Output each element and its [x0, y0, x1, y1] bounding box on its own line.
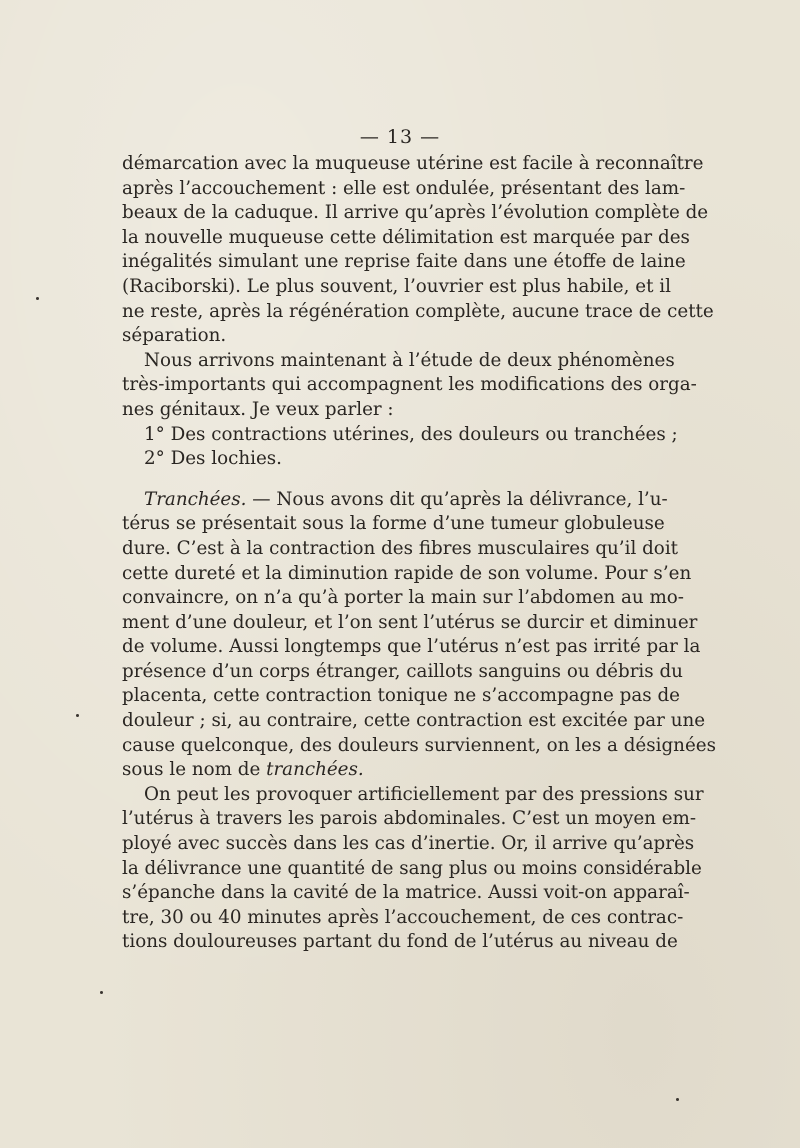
- list-item: 2° Des lochies.: [144, 448, 282, 470]
- page-number: — 13 —: [359, 126, 441, 148]
- paper-speck: [36, 297, 39, 300]
- text-line: ployé avec succès dans les cas d’inertie. Or, il arrive qu’après: [122, 833, 695, 855]
- text-line: séparation.: [122, 325, 227, 347]
- text-line: Nous arrivons maintenant à l’étude de deux phénomènes: [144, 349, 675, 371]
- text-line: ment d’une douleur, et l’on sent l’utérus se durcir et diminuer: [122, 611, 698, 633]
- text-line: placenta, cette contraction tonique ne s’accompagne pas de: [122, 685, 680, 707]
- list-item: 1° Des contractions utérines, des douleurs ou tranchées ;: [144, 423, 678, 445]
- text-line: la délivrance une quantité de sang plus ou moins considérable: [122, 857, 702, 879]
- text-line: cause quelconque, des douleurs surviennent, on les a désignées: [122, 734, 716, 756]
- text-line: après l’accouchement : elle est ondulée, présentant des lam-: [122, 177, 686, 199]
- text-line: ne reste, après la régénération complète, aucune trace de cette: [122, 300, 714, 322]
- paper-speck: [100, 991, 103, 994]
- section-heading: Tranchées.: [144, 488, 247, 510]
- text-line: On peut les provoquer artificiellement par des pressions sur: [144, 783, 704, 805]
- paragraph-gap: [122, 472, 622, 488]
- paper-speck: [676, 1098, 679, 1101]
- text-line: térus se présentait sous la forme d’une tumeur globuleuse: [122, 513, 665, 535]
- text-line: convaincre, on n’a qu’à porter la main sur l’abdomen au mo-: [122, 587, 684, 609]
- text-line: de volume. Aussi longtemps que l’utérus n’est pas irrité par la: [122, 636, 701, 658]
- text-line: tions douloureuses partant du fond de l’utérus au niveau de: [122, 931, 678, 953]
- text-line: dure. C’est à la contraction des fibres musculaires qu’il doit: [122, 537, 679, 559]
- text-line: (Raciborski). Le plus souvent, l’ouvrier est plus habile, et il: [122, 275, 671, 297]
- text-run: — Nous avons dit qu’après la délivrance, l’u-: [246, 488, 668, 510]
- text-line: s’épanche dans la cavité de la matrice. Aussi voit-on apparaî-: [122, 882, 690, 904]
- text-line: nes génitaux. Je veux parler :: [122, 398, 394, 420]
- italic-term: tranchées.: [266, 759, 364, 781]
- text-line: tre, 30 ou 40 minutes après l’accouchement, de ces contrac-: [122, 906, 684, 928]
- text-line: [122, 488, 668, 513]
- paper-speck: [76, 714, 79, 717]
- text-line: cette dureté et la diminution rapide de son volume. Pour s’en: [122, 562, 692, 584]
- text-line: douleur ; si, au contraire, cette contraction est excitée par une: [122, 710, 706, 732]
- text-line: [122, 758, 622, 783]
- text-line: beaux de la caduque. Il arrive qu’après l’évolution complète de: [122, 202, 709, 224]
- text-line: présence d’un corps étranger, caillots sanguins ou débris du: [122, 660, 683, 682]
- text-line: démarcation avec la muqueuse utérine est facile à reconnaître: [122, 153, 704, 174]
- text-run: sous le nom de: [122, 759, 267, 781]
- body-text: [122, 152, 716, 955]
- text-line: très-importants qui accompagnent les modifications des orga-: [122, 374, 697, 396]
- text-line: inégalités simulant une reprise faite dans une étoffe de laine: [122, 251, 686, 273]
- text-line: la nouvelle muqueuse cette délimitation est marquée par des: [122, 226, 690, 248]
- text-line: l’utérus à travers les parois abdominales. C’est un moyen em-: [122, 808, 697, 830]
